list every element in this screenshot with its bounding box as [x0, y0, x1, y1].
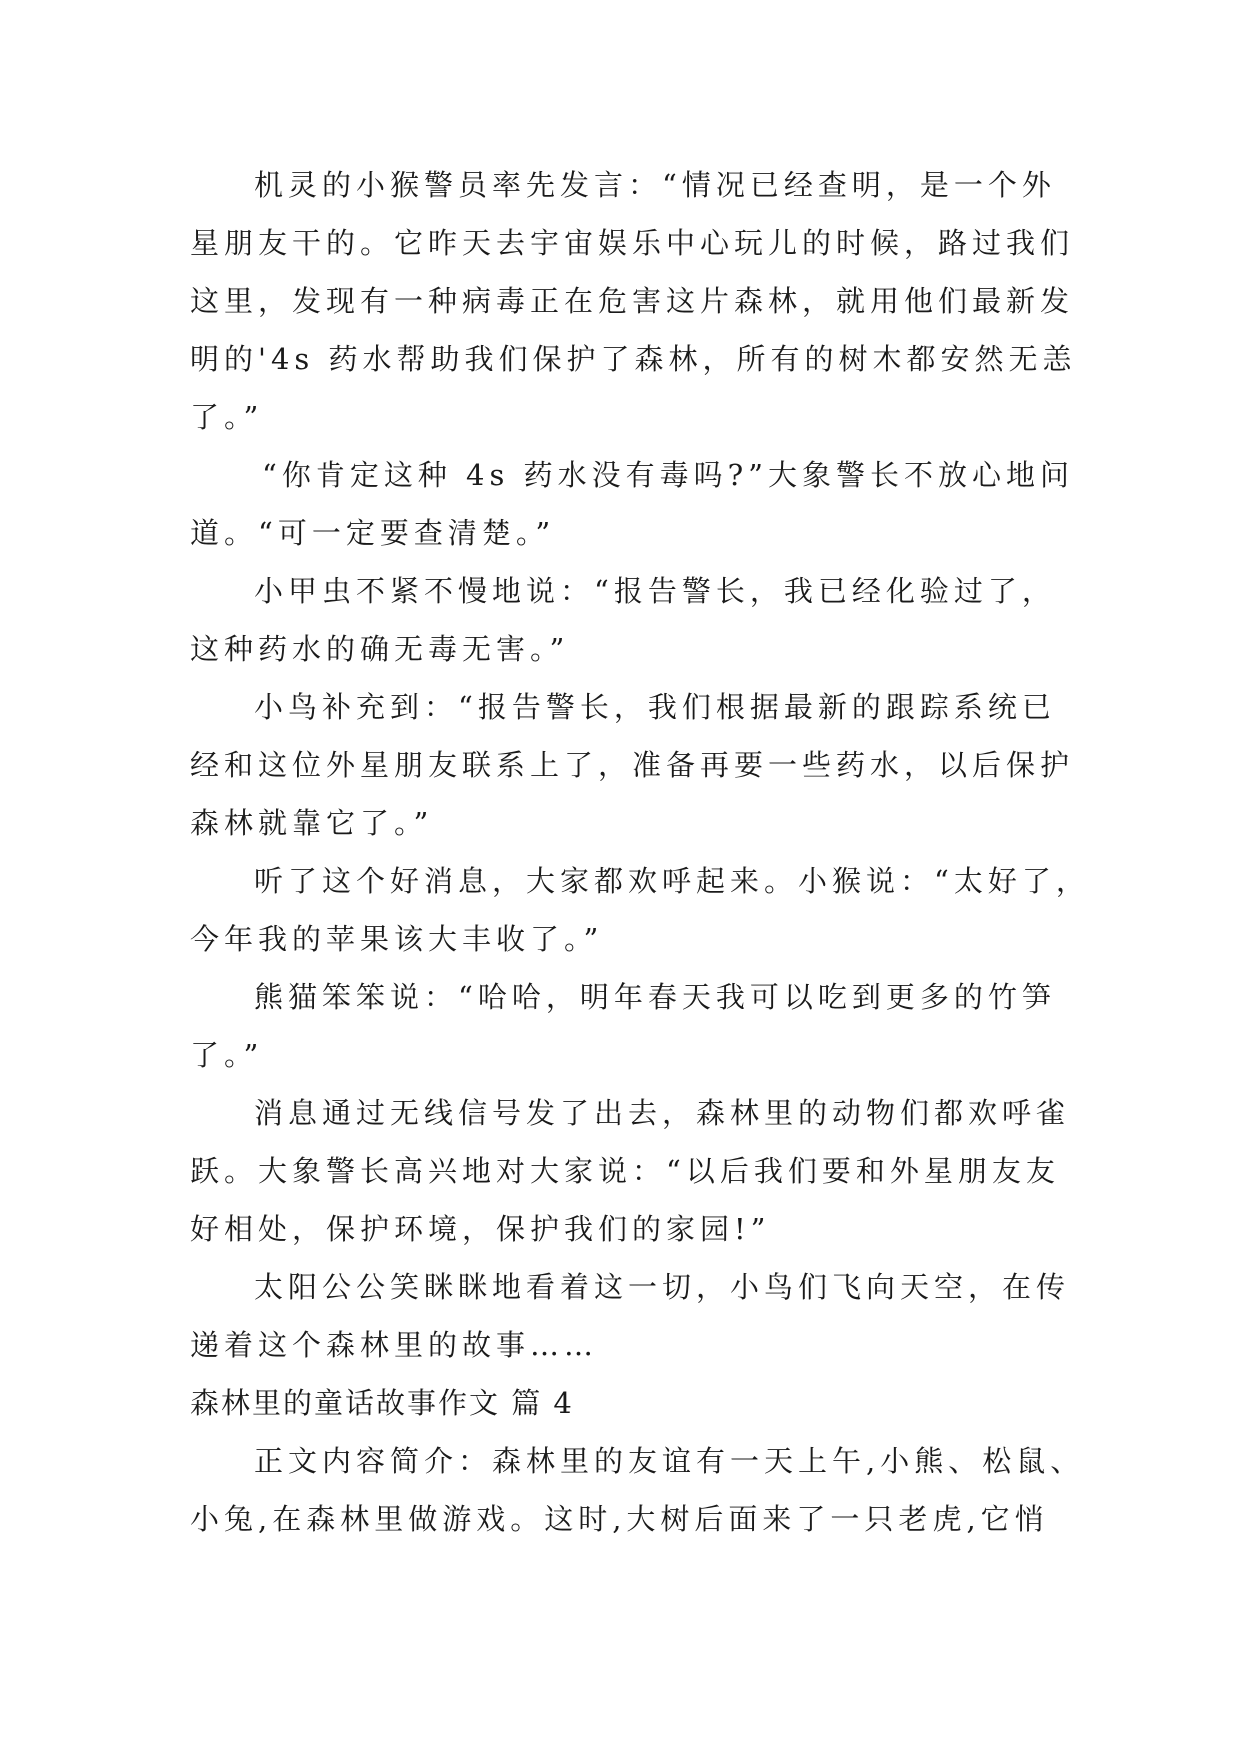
text-line: 今年我的苹果该大丰收了。” — [190, 922, 604, 956]
text-line: 星朋友干的。它昨天去宇宙娱乐中心玩儿的时候，路过我们 — [190, 226, 1075, 260]
text-line: 道。“可一定要查清楚。” — [190, 516, 556, 550]
text-line: 小鸟补充到：“报告警长，我们根据最新的跟踪系统已 — [254, 690, 1056, 724]
section-heading: 森林里的童话故事作文 篇 4 — [190, 1386, 574, 1420]
text-line: 小兔,在森林里做游戏。这时,大树后面来了一只老虎,它悄 — [190, 1502, 1049, 1536]
text-line: 了。” — [190, 1038, 264, 1072]
text-line: 太阳公公笑眯眯地看着这一切，小鸟们飞向天空，在传 — [254, 1270, 1071, 1304]
text-line: 正文内容简介：森林里的友谊有一天上午,小熊、松鼠、 — [254, 1444, 1085, 1478]
text-line: 机灵的小猴警员率先发言：“情况已经查明，是一个外 — [254, 168, 1056, 202]
text-line: 明的'4s 药水帮助我们保护了森林，所有的树木都安然无恙 — [190, 342, 1077, 376]
text-line: 消息通过无线信号发了出去，森林里的动物们都欢呼雀 — [254, 1096, 1071, 1130]
text-line: 熊猫笨笨说：“哈哈，明年春天我可以吃到更多的竹笋 — [254, 980, 1056, 1014]
text-line: 森林就靠它了。” — [190, 806, 434, 840]
text-line: 了。” — [190, 400, 264, 434]
text-line: 经和这位外星朋友联系上了，准备再要一些药水，以后保护 — [190, 748, 1075, 782]
text-line: 听了这个好消息，大家都欢呼起来。小猴说：“太好了， — [254, 864, 1090, 898]
text-line: 好相处，保护环境，保护我们的家园!” — [190, 1212, 771, 1246]
text-line: 这种药水的确无毒无害。” — [190, 632, 570, 666]
text-line: 跃。大象警长高兴地对大家说：“以后我们要和外星朋友友 — [190, 1154, 1060, 1188]
text-line: 小甲虫不紧不慢地说：“报告警长，我已经化验过了， — [254, 574, 1056, 608]
text-line: 递着这个森林里的故事…… — [190, 1328, 599, 1362]
text-line: “你肯定这种 4s 药水没有毒吗?”大象警长不放心地问 — [262, 458, 1074, 492]
text-line: 这里，发现有一种病毒正在危害这片森林，就用他们最新发 — [190, 284, 1075, 318]
